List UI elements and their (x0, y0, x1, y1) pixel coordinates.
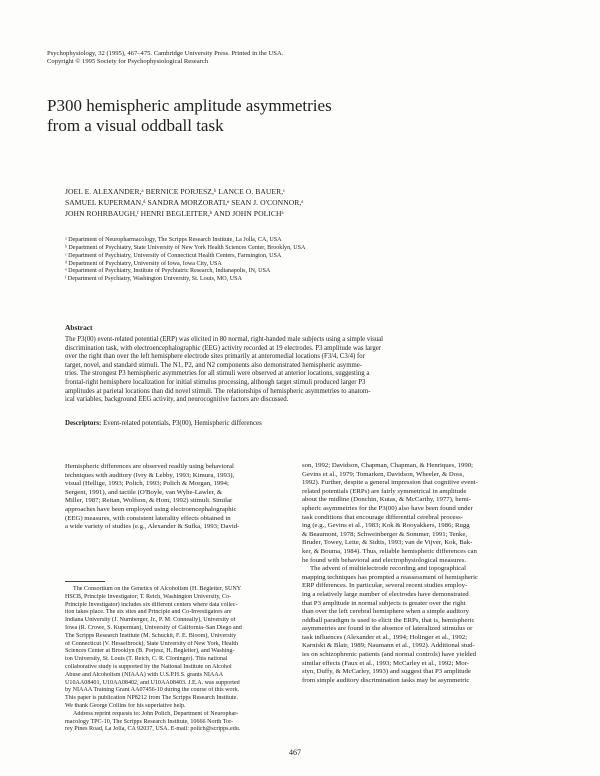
footnote-line: HSCB, Principle Investigator; T. Reich, Washington University, Co- (65, 593, 232, 600)
abstract-line: target, novel, and standard stimuli. The N1, P2, and N2 components also demonstrated hemispheric asymme- (65, 361, 363, 369)
title-line-2: from a visual oddball task (47, 116, 224, 135)
descriptors (65, 420, 262, 427)
body-line: mapping techniques has prompted a reassessment of hemispheric (302, 573, 479, 581)
body-line: Karniski & Blair, 1989; Naumann et al., 1992). Additional stud- (302, 642, 475, 650)
body-line: ker, & Bouma, 1984). Thus, reliable hemispheric differences can (302, 547, 477, 555)
body-line: visual (Hellige, 1993; Polich, 1993; Polich & Morgan, 1994; (65, 480, 229, 488)
body-line: oddball paradigm is used to elicit the ERPs, that is, hemispheric (302, 616, 475, 624)
body-line: & Beaumont, 1978; Schweinberger & Sommer, 1991; Tenke, (302, 530, 468, 538)
page-number: 467 (289, 748, 301, 757)
article-title (47, 96, 427, 136)
author-line: JOEL E. ALEXANDER,ᵃ BERNICE PORJESZ,ᵇ LANCE O. BAUER,ᶜ (65, 187, 286, 196)
body-line: techniques with auditory (Ivry & Lebby, 1993; Kimura, 1993), (65, 471, 235, 479)
abstract-line: tries. The strongest P3 hemispheric asymmetries for all stimuli were observed at anterior locations, suggesting a (65, 370, 370, 378)
body-line: Gevins et al., 1979; Tomarken, Davidson, Wheeler, & Doss, (302, 470, 465, 478)
footnote-line: The Scripps Research Institute (M. Schuckit, F. E. Bloom), University (65, 632, 237, 639)
footnote-line: The Consortium on the Genetics of Alcoholism (H. Begleiter, SUNY (73, 586, 242, 592)
body-column-left (65, 463, 297, 532)
footnote-line: rey Pines Road, La Jolla, CA 92037, USA. E-mail: polich@scripps.edu. (65, 726, 241, 733)
affiliation: ᵇ Department of Psychiatry, State University of New York Health Sciences Center, Brooklyn, USA (65, 244, 306, 251)
body-line: be found with behavioral and electrophysiological measures. (302, 556, 467, 564)
body-line: a wide variety of studies (e.g., Alexander & Sufka, 1993; David- (65, 523, 240, 531)
footnote-line: ton University, St. Louis (T. Reich, C. R. Cloninger). This national (65, 656, 228, 663)
abstract-body (65, 336, 535, 405)
affiliation: ᶠ Department of Psychiatry, Washington University, St. Louis, MO, USA (65, 276, 242, 283)
body-line: 1992). Further, despite a general impression that cognitive event- (302, 479, 478, 487)
descriptors-label: Descriptors: (65, 420, 102, 427)
body-line: Miller, 1987; Reitan, Wolfson, & Hom, 1992) stimuli. Similar (65, 497, 233, 505)
abstract-line: frontal-right hemisphere localization for initial stimulus processing, although target stimuli produced larger P3 (65, 378, 366, 386)
footnote-line: by NIAAA Training Grant AA07456-10 during the course of this work. (65, 687, 240, 694)
footnote-line: macology TPC-10, The Scripps Research Institute, 10666 North Tor- (65, 718, 234, 725)
body-line: ing (e.g., Gevins et al., 1983; Kok & Rooyakkers, 1986; Rugg (302, 522, 470, 530)
body-line: The advent of multielectrode recording and topographical (310, 565, 466, 573)
footnote-line: collaborative study is supported by the National Institute on Alcohol (65, 663, 232, 670)
title-line-1: P300 hemispheric amplitude asymmetries (47, 96, 332, 115)
descriptors-text: Event-related potentials, P3(00), Hemispheric differences (101, 420, 262, 427)
affiliation-list (65, 237, 485, 284)
body-line: Sergent, 1991), and tactile (O'Boyle, van Wyhe-Lawler, & (65, 488, 223, 496)
body-line: styn, Duffy, & McCarley, 1993) and suggest that P3 amplitude (302, 668, 471, 676)
body-line: (EEG) measures, with consistent laterality effects obtained in (65, 514, 231, 522)
body-column-right (302, 462, 534, 685)
footnote-line: Address reprint requests to: John Polich, Department of Neurophar- (73, 710, 239, 717)
body-line: Hemispheric differences are observed readily using behavioral (65, 463, 234, 470)
body-line: Bruder, Towey, Leite, & Sidtis, 1993; van de Vijver, Kok, Bak- (302, 539, 473, 547)
journal-line-1: Psychophysiology, 32 (1995), 467–475. Cambridge University Press. Printed in the USA. (47, 50, 284, 57)
body-line: task conditions that encourage differential cerebral process- (302, 513, 464, 521)
abstract-line: over the right than over the left hemisphere electrode sites primarily at anteromedial locations (F3/4, C3/4) for (65, 353, 365, 361)
abstract-line: ical variables, background EEG activity, and neurocognitive factors are discussed. (65, 396, 289, 404)
affiliation: ᵃ Department of Neuropharmacology, The Scripps Research Institute, La Jolla, CA, USA (65, 237, 282, 243)
footnote-line: Sciences Center at Brooklyn (B. Porjesz, H. Begleiter), and Washing- (65, 648, 235, 655)
footnote-line: Iowa (R. Crowe, S. Kuperman), University of California–San Diego and (65, 624, 242, 631)
abstract-line: discrimination task, with electroencephalographic (EEG) activity recorded at 19 electrodes. P3 amplitude was larger (65, 344, 382, 352)
author-list (65, 186, 485, 219)
affiliation: ᶜ Department of Psychiatry, University of Connecticut Health Centers, Farmington, USA (65, 252, 282, 259)
abstract-line: The P3(00) event-related potential (ERP) was elicited in 80 normal, right-handed male subjects using a simple visual (65, 336, 384, 343)
affiliation: ᵉ Department of Psychiatry, Institute of Psychiatric Research, Indianapolis, IN, USA (65, 268, 271, 275)
body-line: from simple auditory discrimination tasks may be asymmetric (302, 676, 470, 684)
body-line: than over the left cerebral hemisphere when a simple auditory (302, 608, 469, 616)
affiliation: ᵈ Department of Psychiatry, University of Iowa, Iowa City, USA (65, 260, 222, 267)
footnote (65, 586, 297, 734)
body-line: that P3 amplitude in normal subjects is greater over the right (302, 599, 466, 607)
body-line: task influences (Alexander et al., 1994; Holinger et al., 1992; (302, 633, 468, 641)
body-line: ies on schizophrenic patients (and normal controls) have yielded (302, 651, 476, 659)
abstract-line: amplitudes at parietal locations than did novel stimuli. The relationships of hemispheric asymmetries to anatom- (65, 387, 371, 395)
body-line: ERP differences. In particular, several recent studies employ- (302, 582, 468, 590)
author-line: JOHN ROHRBAUGH,ᶠ HENRI BEGLEITER,ᵇ AND JOHN POLICHᵃ (65, 209, 284, 218)
footnote-line: Principle Investigator) includes six different centers where data collec- (65, 601, 238, 608)
footnote-line: Abuse and Alcoholism (NIAAA) with U.S.P.H.S. grants NIAAA (65, 671, 224, 678)
journal-citation (47, 50, 447, 67)
footnote-line: Indiana University (J. Nurnberger, Jr., P. M. Conneally), University of (65, 617, 236, 624)
body-line: related potentials (ERPs) are fairly symmetrical in amplitude (302, 487, 467, 495)
footnote-line: U10AA08401, U10AA08402, and U10AA08403. J.E.A. was supported (65, 679, 240, 686)
footnote-line: tion takes place. The six sites and Principle and Co-Investigators are (65, 609, 232, 616)
footnote-line: of Connecticut (V. Hesselbrock), State University of New York, Health (65, 640, 239, 647)
footnote-line: We thank George Collins for his superlative help. (65, 702, 186, 709)
body-line: similar effects (Faux et al., 1993; McCarley et al., 1992; Mor- (302, 659, 469, 667)
body-line: spheric asymmetries for the P3(00) also have been found under (302, 504, 473, 512)
body-line: ing a relatively large number of electrodes have demonstrated (302, 590, 469, 598)
body-line: asymmetries are found in the absence of lateralized stimulus or (302, 625, 473, 633)
author-line: SAMUEL KUPERMAN,ᵈ SANDRA MORZORATI,ᵉ SEAN J. O'CONNOR,ᵉ (65, 198, 304, 207)
journal-line-2: Copyright © 1995 Society for Psychophysiological Research (47, 58, 209, 66)
body-line: about the midline (Donchin, Kutas, & McCarthy, 1977), hemi- (302, 496, 472, 504)
body-line: approaches have been employed using electroencephalographic (65, 505, 237, 513)
body-line: son, 1992; Davidson, Chapman, Chapman, & Henriques, 1990; (302, 462, 473, 469)
footnote-rule (65, 581, 105, 582)
footnote-line: This paper is publication NP8212 from The Scripps Research Institute. (65, 695, 238, 702)
abstract-heading: Abstract (65, 323, 93, 332)
